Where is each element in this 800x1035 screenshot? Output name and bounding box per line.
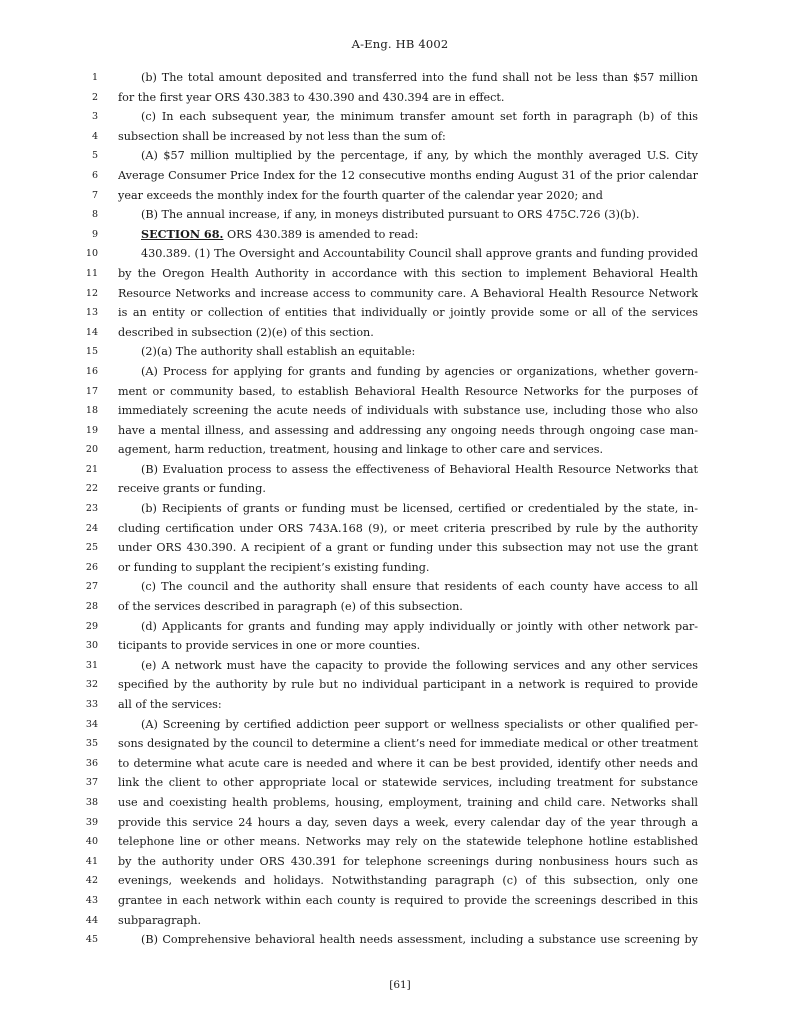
document-line [0,715,800,735]
document-line [0,852,800,872]
line-text: (A) Process for applying for grants and funding by agencies or organizations, whether govern- [141,364,698,378]
document-line [0,107,800,127]
document-line [0,597,800,617]
line-text: of the services described in paragraph (e) of this subsection. [118,600,463,614]
section-heading: SECTION 68. [141,226,224,241]
line-number: 23 [85,503,98,515]
line-number: 10 [85,248,98,260]
line-number: 3 [91,111,98,123]
line-text: (B) The annual increase, if any, in moneys distributed pursuant to ORS 475C.726 (3)(b). [141,208,640,222]
line-number: 21 [85,463,98,475]
document-line [0,244,800,264]
document-line [0,793,800,813]
line-number: 7 [91,189,98,201]
line-number: 11 [85,267,98,279]
line-number: 31 [85,659,98,671]
line-number: 6 [91,169,98,181]
document-line [0,303,800,323]
line-text: (d) Applicants for grants and funding may apply individually or jointly with other network par- [141,619,698,633]
line-text: grantee in each network within each county is required to provide the screenings described in this [118,893,698,907]
document-line [0,734,800,754]
line-number: 17 [85,385,98,397]
line-number: 24 [85,522,98,534]
line-number: 41 [85,855,98,867]
line-number: 43 [85,894,98,906]
document-line [0,166,800,186]
line-number: 27 [85,581,98,593]
line-text: receive grants or funding. [118,482,266,496]
line-text [141,225,698,245]
line-text: evenings, weekends and holidays. Notwithstanding paragraph (c) of this subsection, only one [118,874,698,888]
document-line [0,911,800,931]
line-number: 13 [85,307,98,319]
document-line [0,773,800,793]
line-number: 40 [85,836,98,848]
line-text: Average Consumer Price Index for the 12 consecutive months ending August 31 of the prior calendar [118,168,698,182]
line-text: 430.389. (1) The Oversight and Accountability Council shall approve grants and funding provided [141,247,698,261]
document-line [0,146,800,166]
section-text: ORS 430.389 is amended to read: [223,227,419,241]
line-text: for the first year ORS 430.383 to 430.390 and 430.394 are in effect. [118,90,505,104]
page-number: [61] [389,979,411,991]
line-number: 14 [85,326,98,338]
line-number: 1 [91,72,98,83]
line-text: (b) Recipients of grants or funding must be licensed, certified or credentialed by the state, in- [141,502,698,516]
line-number: 20 [85,444,98,456]
line-number: 34 [85,718,98,730]
line-number: 39 [85,816,98,828]
line-text: (c) In each subsequent year, the minimum transfer amount set forth in paragraph (b) of this [141,110,698,124]
line-number: 8 [91,209,98,221]
line-number: 19 [85,424,98,436]
line-text: telephone line or other means. Networks may rely on the statewide telephone hotline established [118,835,698,849]
line-text: specified by the authority by rule but no individual participant in a network is required to provide [118,678,698,692]
line-text: use and coexisting health problems, housing, employment, training and child care. Networks shall [118,795,698,809]
line-number: 35 [85,738,98,750]
document-body [0,68,800,950]
document-line [0,362,800,382]
document-line [0,695,800,715]
document-line [0,342,800,362]
line-number: 18 [85,405,98,417]
line-text: or funding to supplant the recipient’s existing funding. [118,560,430,574]
line-text: (B) Comprehensive behavioral health needs assessment, including a substance use screening by [141,933,698,947]
line-number: 32 [85,679,98,691]
line-text: link the client to other appropriate local or statewide services, including treatment for substance [118,776,698,790]
document-line [0,891,800,911]
document-line [0,88,800,108]
line-number: 29 [85,620,98,632]
line-number: 9 [91,228,98,240]
line-number: 16 [85,365,98,377]
document-line [0,284,800,304]
document-line [0,205,800,225]
document-line [0,636,800,656]
document-line [0,675,800,695]
document-line [0,186,800,206]
line-text: Resource Networks and increase access to community care. A Behavioral Health Resource Network [118,286,698,300]
line-number: 5 [91,150,98,162]
line-text: ticipants to provide services in one or more counties. [118,639,421,653]
line-text: is an entity or collection of entities that individually or jointly provide some or all of the services [118,306,698,320]
document-line [0,440,800,460]
line-number: 26 [85,561,98,573]
line-text: sons designated by the council to determine a client’s need for immediate medical or other treatment [118,737,698,751]
line-number: 33 [85,699,98,710]
document-line [0,499,800,519]
line-text: cluding certification under ORS 743A.168 (9), or meet criteria prescribed by rule by the authority [118,521,698,535]
line-text: year exceeds the monthly index for the fourth quarter of the calendar year 2020; and [118,188,603,202]
line-number: 45 [85,934,98,946]
document-line [0,519,800,539]
line-text: described in subsection (2)(e) of this section. [118,325,374,339]
document-line [0,421,800,441]
document-line [0,460,800,480]
document-line [0,754,800,774]
line-text: immediately screening the acute needs of individuals with substance use, including those who also [118,404,698,418]
line-number: 22 [85,483,98,495]
line-text: agement, harm reduction, treatment, housing and linkage to other care and services. [118,443,604,457]
document-line [0,832,800,852]
line-number: 38 [85,796,98,808]
line-number: 25 [85,542,98,554]
line-number: 2 [91,91,98,103]
document-line [0,871,800,891]
line-text: (c) The council and the authority shall ensure that residents of each county have access to all [141,580,698,594]
line-number: 12 [85,287,98,299]
line-text: (2)(a) The authority shall establish an equitable: [141,345,416,359]
line-text: by the authority under ORS 430.391 for telephone screenings during nonbusiness hours such as [118,854,698,868]
line-text: provide this service 24 hours a day, seven days a week, every calendar day of the year through a [118,815,698,829]
line-text: ment or community based, to establish Behavioral Health Resource Networks for the purposes of [118,384,698,398]
line-text: have a mental illness, and assessing and addressing any ongoing needs through ongoing case man- [118,423,698,437]
document-line [0,382,800,402]
document-line [0,264,800,284]
document-line [0,225,800,245]
line-text: (b) The total amount deposited and transferred into the fund shall not be less than $57 million [141,71,698,84]
document-line [0,68,800,88]
document-line [0,656,800,676]
line-text: (B) Evaluation process to assess the effectiveness of Behavioral Health Resource Networks that [141,462,698,476]
line-number: 4 [91,130,98,142]
line-number: 30 [85,640,98,652]
line-text: to determine what acute care is needed and where it can be best provided, identify other needs and [118,756,698,770]
line-text: under ORS 430.390. A recipient of a grant or funding under this subsection may not use the grant [118,541,698,555]
document-line [0,538,800,558]
document-line [0,401,800,421]
line-number: 28 [85,601,98,613]
document-line [0,617,800,637]
line-text: (e) A network must have the capacity to provide the following services and any other services [141,658,698,672]
document-line [0,479,800,499]
line-text: subsection shall be increased by not less than the sum of: [118,129,446,143]
line-text: all of the services: [118,698,222,711]
line-number: 15 [85,346,98,358]
line-number: 42 [85,875,98,887]
document-line [0,813,800,833]
line-number: 44 [85,914,98,926]
line-text: by the Oregon Health Authority in accordance with this section to implement Behavioral Health [118,266,698,280]
line-number: 36 [85,757,98,769]
line-text: subparagraph. [118,913,202,927]
document-line [0,323,800,343]
document-line [0,127,800,147]
line-text: (A) Screening by certified addiction peer support or wellness specialists or other qualified per- [141,717,698,731]
document-line [0,577,800,597]
line-text: (A) $57 million multiplied by the percentage, if any, by which the monthly averaged U.S. City [141,149,698,163]
page-header: A-Eng. HB 4002 [351,37,449,51]
document-line [0,558,800,578]
line-number: 37 [85,777,98,789]
document-line [0,930,800,950]
